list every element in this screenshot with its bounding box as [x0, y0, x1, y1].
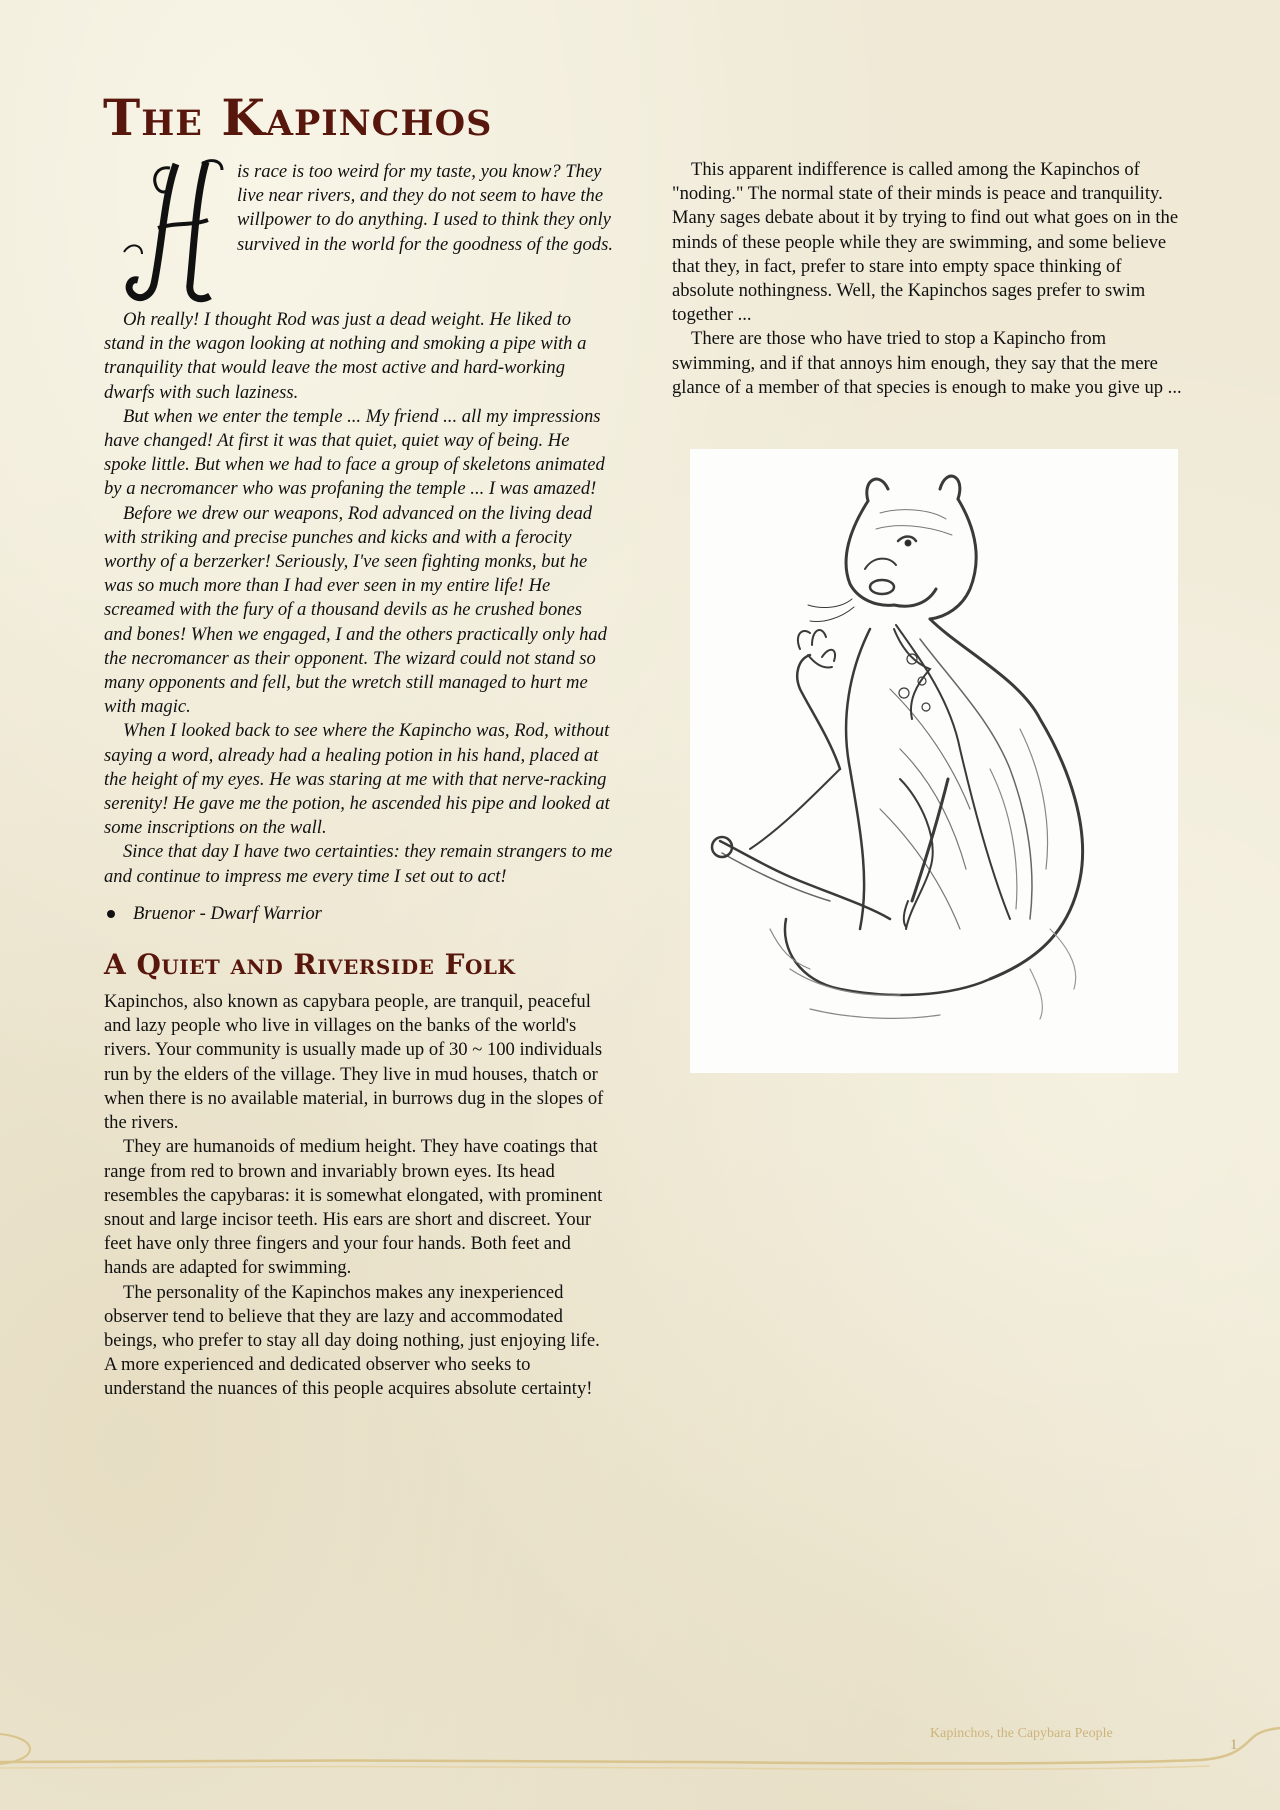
page-title: The Kapinchos	[103, 88, 493, 147]
quote-paragraph: When I looked back to see where the Kapincho was, Rod, without saying a word, already had a healing potion in his hand, placed at the height of my eyes. He was staring at me with that nerve-racking serenity! He gave me the potion, he ascended his pipe and looked at some inscriptions on the wall.	[104, 720, 610, 839]
quote-paragraph: Oh really! I thought Rod was just a dead weight. He liked to stand in the wagon looking at nothing and smoking a pipe with a tranquility that would leave the most active and hard-working dwarfs with such laziness.	[104, 309, 587, 403]
left-column	[104, 160, 614, 1402]
body-paragraph: This apparent indifference is called among the Kapinchos of "noding." The normal state of their minds is peace and tranquility. Many sages debate about it by trying to find out what goes on in the minds of these people while they are swimming, and some believe that they, in fact, prefer to stare into empty space thinking of absolute nothingness. Well, the Kapinchos sages prefer to swim together ...	[672, 159, 1179, 326]
byline	[104, 902, 614, 926]
bullet-icon	[107, 910, 115, 918]
capybara-illustration	[690, 449, 1178, 1073]
page-number: 1	[1230, 1737, 1238, 1753]
right-column	[672, 158, 1182, 400]
capybara-monk-sketch-icon	[690, 449, 1178, 1073]
byline-text: Bruenor - Dwarf Warrior	[133, 902, 322, 924]
quote-paragraph: Before we drew our weapons, Rod advanced on the living dead with striking and precise punches and kicks and with a ferocity worthy of a berzerker! Seriously, I've seen fighting monks, but he was so much more than I had ever seen in my entire life! He screamed with the fury of a thousand devils as he crushed bones and bones! When we engaged, I and the others practically only had the necromancer as their opponent. The wizard could not stand so many opponents and fell, but the wretch still managed to hurt me with magic.	[104, 502, 607, 718]
quote-paragraph: But when we enter the temple ... My friend ... all my impressions have changed! At first it was that quiet, quiet way of being. He spoke little. But when we had to face a group of skeletons animated by a necromancer who was profaning the temple ... I was amazed!	[104, 405, 605, 500]
body-paragraph: They are humanoids of medium height. They have coatings that range from red to brown and invariably brown eyes. Its head resembles the capybaras: it is somewhat elongated, with prominent snout and large incisor teeth. His ears are short and discreet. Your feet have only three fingers and your four hands. Both feet and hands are adapted for swimming.	[104, 1136, 603, 1279]
body-paragraph: Kapinchos, also known as capybara people, are tranquil, peaceful and lazy people who live in villages on the banks of the world's rivers. Your community is usually made up of 30 ~ 100 individuals run by the elders of the village. They live in mud houses, thatch or when there is no available material, in burrows dug in the slopes of the rivers.	[104, 991, 604, 1134]
intro-block	[104, 160, 614, 308]
quote-block	[104, 308, 614, 889]
dropcap-letter	[118, 156, 236, 306]
intro-text: is race is too weird for my taste, you know? They live near rivers, and they do not seem to have the willpower to do anything. I used to think they only survived in the world for the goodness of the gods.	[237, 161, 613, 255]
running-footer-title: Kapinchos, the Capybara People	[930, 1726, 1113, 1741]
quote-paragraph: Since that day I have two certainties: they remain strangers to me and continue to impress me every time I set out to act!	[104, 841, 613, 887]
body-paragraph: There are those who have tried to stop a Kapincho from swimming, and if that annoys him enough, they say that the mere glance of a member of that species is enough to make you give up ...	[672, 328, 1182, 398]
body-paragraph: The personality of the Kapinchos makes any inexperienced observer tend to believe that they are lazy and accommodated beings, who prefer to stay all day doing nothing, just enjoying life. A more experienced and dedicated observer who seeks to understand the nuances of this people acquires absolute certainty!	[104, 1281, 600, 1400]
section-body	[104, 990, 614, 1401]
section-heading: A Quiet and Riverside Folk	[104, 948, 516, 982]
